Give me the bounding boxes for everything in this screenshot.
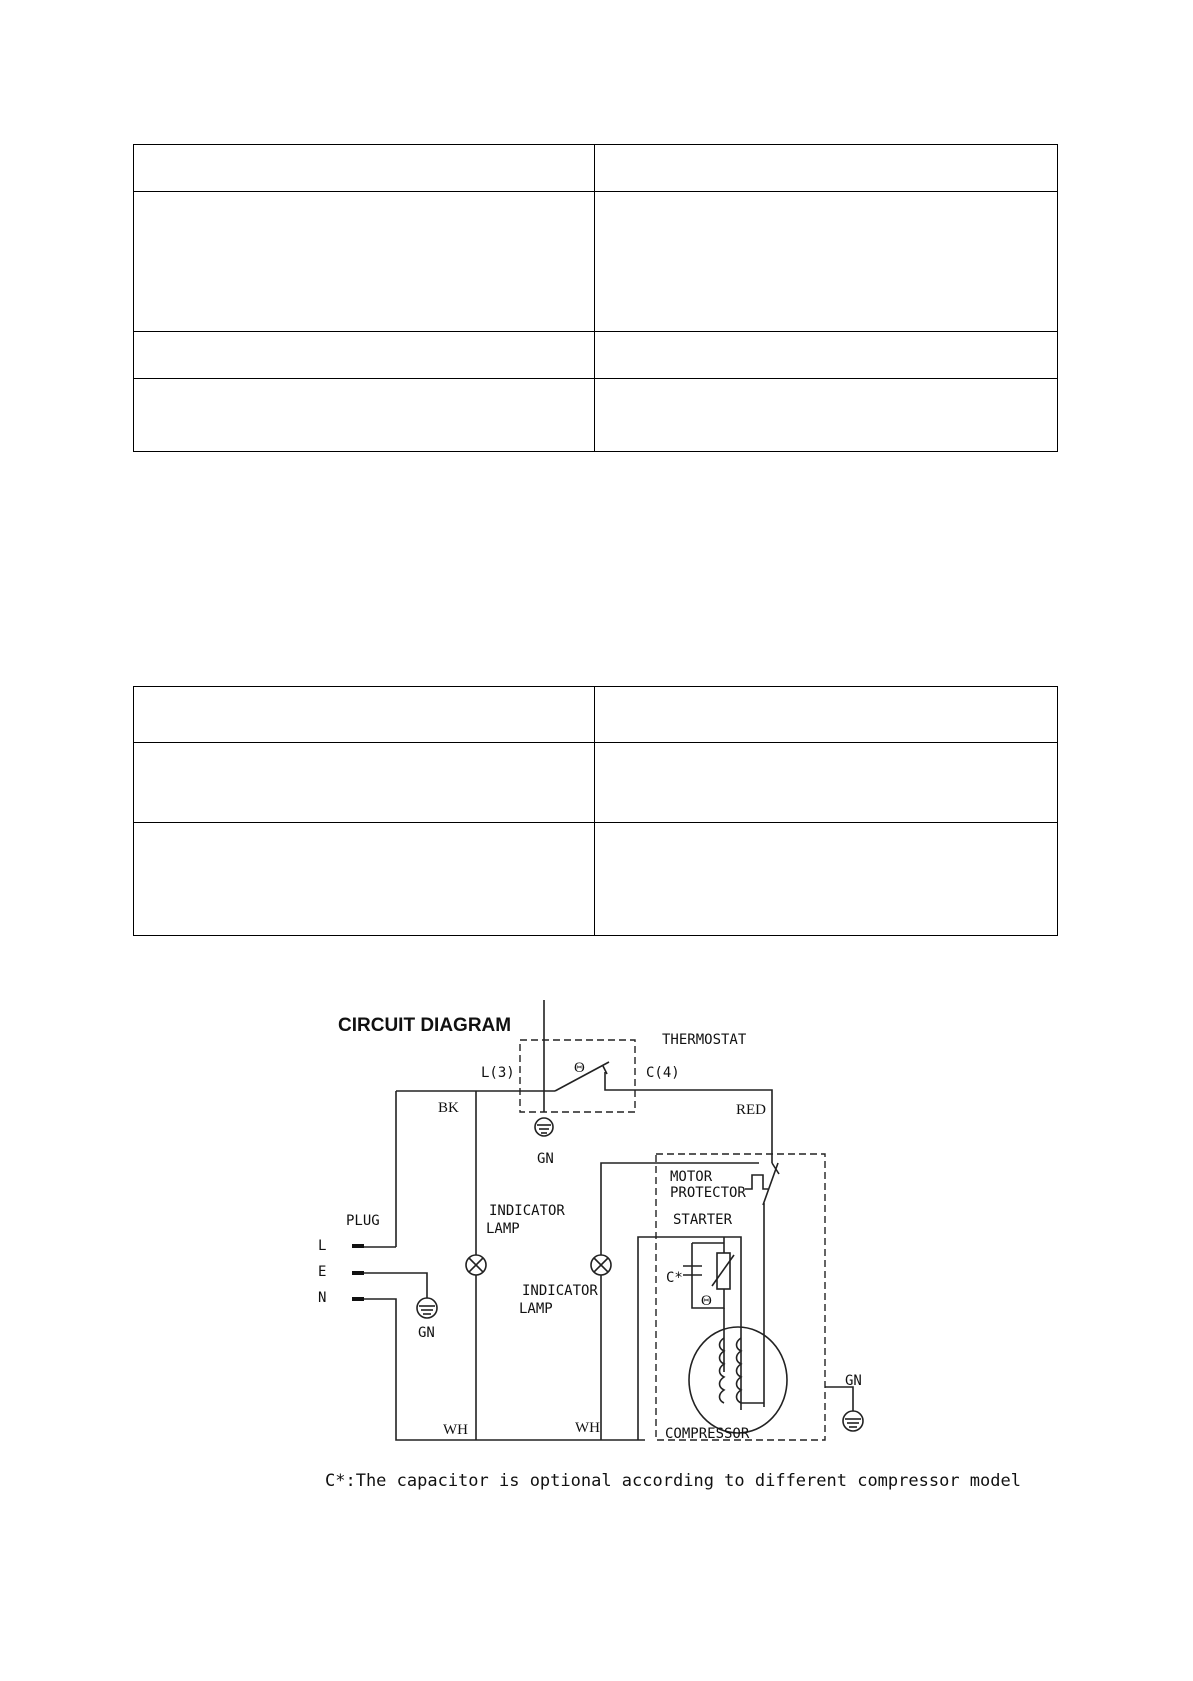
table2-cell <box>595 687 1058 743</box>
indicator-lamp-1-line2: LAMP <box>486 1221 520 1237</box>
table1-cell <box>595 192 1058 332</box>
table1-cell <box>595 145 1058 192</box>
wire-red-label: RED <box>736 1102 766 1118</box>
table2-cell <box>595 743 1058 823</box>
table2-cell <box>134 823 595 936</box>
thermostat-box <box>520 1040 635 1112</box>
plug-e: E <box>318 1264 327 1280</box>
table1-cell <box>134 379 595 452</box>
ground-right-icon <box>843 1411 863 1431</box>
gn-right-label: GN <box>845 1373 862 1389</box>
wire-wh-left-label: WH <box>443 1422 468 1438</box>
plug-pin-l <box>352 1244 364 1248</box>
table1-cell <box>134 145 595 192</box>
motor-protector-line1: MOTOR <box>670 1169 713 1185</box>
circuit-diagram <box>300 1000 1021 1500</box>
table1-cell <box>595 379 1058 452</box>
table2-cell <box>595 823 1058 936</box>
table1-cell <box>134 332 595 379</box>
thermostat-label: THERMOSTAT <box>662 1032 747 1048</box>
indicator-lamp-2-line1: INDICATOR <box>522 1283 598 1299</box>
thermostat-symbol: Θ <box>574 1060 585 1076</box>
wire-right-ground <box>825 1387 853 1411</box>
motor-protector-line2: PROTECTOR <box>670 1185 746 1201</box>
capacitor-label: C* <box>666 1270 683 1286</box>
indicator-lamp-2-line2: LAMP <box>519 1301 553 1317</box>
gn-top-label: GN <box>537 1151 554 1167</box>
terminal-l3: L(3) <box>481 1065 515 1081</box>
indicator-lamp-1-line1: INDICATOR <box>489 1203 565 1219</box>
table2-cell <box>134 687 595 743</box>
plug-n: N <box>318 1290 327 1306</box>
specification-table-2 <box>133 686 1058 936</box>
wire-wh-right-label: WH <box>575 1420 600 1436</box>
specification-table-1 <box>133 144 1058 452</box>
wire-plug-e <box>364 1273 427 1298</box>
starter-symbol: Θ <box>701 1293 712 1309</box>
table2-cell <box>134 743 595 823</box>
protector-switch <box>763 1163 778 1205</box>
table1-cell <box>134 192 595 332</box>
gn-plug-label: GN <box>418 1325 435 1341</box>
compressor-label: COMPRESSOR <box>665 1426 750 1442</box>
plug-l: L <box>318 1238 327 1254</box>
diagram-title: CIRCUIT DIAGRAM <box>338 1015 512 1036</box>
starter-label: STARTER <box>673 1212 733 1228</box>
capacitor-note: C*:The capacitor is optional according to different compressor model <box>325 1471 1021 1491</box>
plug-pin-n <box>352 1297 364 1301</box>
terminal-c4: C(4) <box>646 1065 680 1081</box>
plug-label: PLUG <box>346 1213 380 1229</box>
wire-bk-label: BK <box>438 1100 459 1116</box>
motor-protector-icon <box>745 1175 768 1189</box>
plug-pin-e <box>352 1271 364 1275</box>
ground-plug-icon <box>417 1298 437 1318</box>
wire-wh-bottom <box>364 1299 645 1440</box>
table1-cell <box>595 332 1058 379</box>
